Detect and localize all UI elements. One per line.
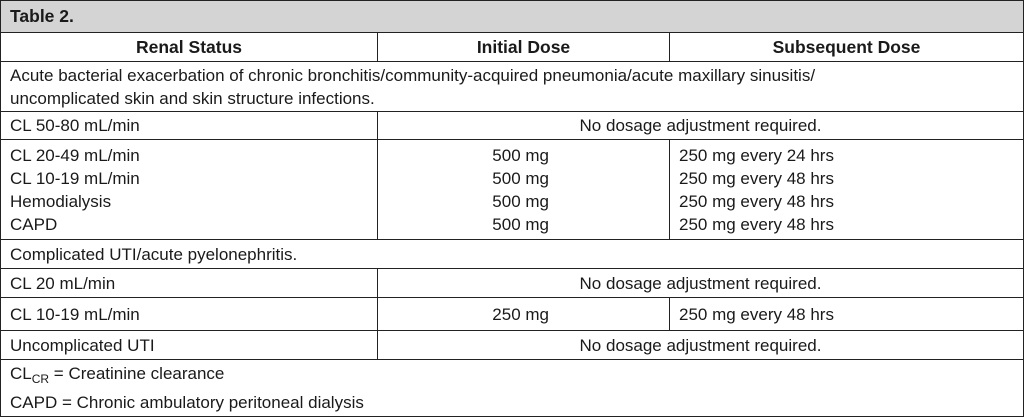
- no-adjustment-note: No dosage adjustment required.: [378, 112, 1024, 140]
- header-renal-status: Renal Status: [1, 33, 378, 62]
- renal-status-cell: CL 50-80 mL/min: [1, 112, 378, 140]
- renal-status-line: CL 10-19 mL/min: [10, 168, 140, 188]
- renal-status-line: Hemodialysis: [10, 191, 112, 211]
- initial-dose-line: 500 mg: [492, 191, 549, 211]
- subsequent-dose-line: 250 mg every 24 hrs: [679, 145, 834, 165]
- subsequent-dose-line: 250 mg every 48 hrs: [679, 214, 834, 234]
- initial-dose-line: 250 mg: [492, 304, 549, 324]
- subsequent-dose-cell: 250 mg every 48 hrs: [670, 298, 1024, 331]
- initial-dose-cell: [378, 140, 670, 240]
- renal-status-cell: Uncomplicated UTI: [1, 331, 378, 360]
- renal-status-cell: CL 10-19 mL/min: [1, 298, 378, 331]
- no-adjustment-note: No dosage adjustment required.: [378, 331, 1024, 360]
- section-title-line: Acute bacterial exacerbation of chronic bronchitis/community-acquired pneumonia/acute maxillary sinusitis/: [10, 65, 816, 85]
- section-title-bronchitis: [1, 62, 1024, 112]
- table-title: Table 2.: [1, 1, 1024, 33]
- footnotes: [1, 360, 1024, 417]
- table-row: [1, 269, 1024, 298]
- initial-dose-line: 500 mg: [492, 145, 549, 165]
- subsequent-dose-line: 250 mg every 48 hrs: [679, 191, 834, 211]
- header-subsequent-dose: Subsequent Dose: [670, 33, 1024, 62]
- renal-status-line: CL 20-49 mL/min: [10, 145, 140, 165]
- header-row: [1, 33, 1024, 62]
- table-row: [1, 331, 1024, 360]
- footnote-clcr-text: = Creatinine clearance: [49, 364, 225, 384]
- subsequent-dose-cell: [670, 140, 1024, 240]
- no-adjustment-note: No dosage adjustment required.: [378, 269, 1024, 298]
- section-title-line: uncomplicated skin and skin structure infections.: [10, 88, 375, 108]
- footnote-clcr-main: CL: [10, 364, 32, 384]
- renal-status-cell: CL 20 mL/min: [1, 269, 378, 298]
- footnotes-row: [1, 360, 1024, 417]
- initial-dose-cell: [378, 298, 670, 331]
- table-row: [1, 140, 1024, 240]
- section-row: [1, 240, 1024, 269]
- renal-status-cell: [1, 140, 378, 240]
- section-row: [1, 62, 1024, 112]
- section-title-uti: Complicated UTI/acute pyelonephritis.: [1, 240, 1024, 269]
- footnote-clcr: [10, 362, 1014, 391]
- subsequent-dose-line: 250 mg every 48 hrs: [679, 168, 834, 188]
- initial-dose-line: 500 mg: [492, 168, 549, 188]
- table-row: [1, 298, 1024, 331]
- header-initial-dose: Initial Dose: [378, 33, 670, 62]
- renal-status-line: CAPD: [10, 214, 58, 234]
- table-row: [1, 112, 1024, 140]
- initial-dose-line: 500 mg: [492, 214, 549, 234]
- footnote-capd: CAPD = Chronic ambulatory peritoneal dialysis: [10, 393, 364, 413]
- footnote-clcr-subscript: CR: [31, 372, 50, 387]
